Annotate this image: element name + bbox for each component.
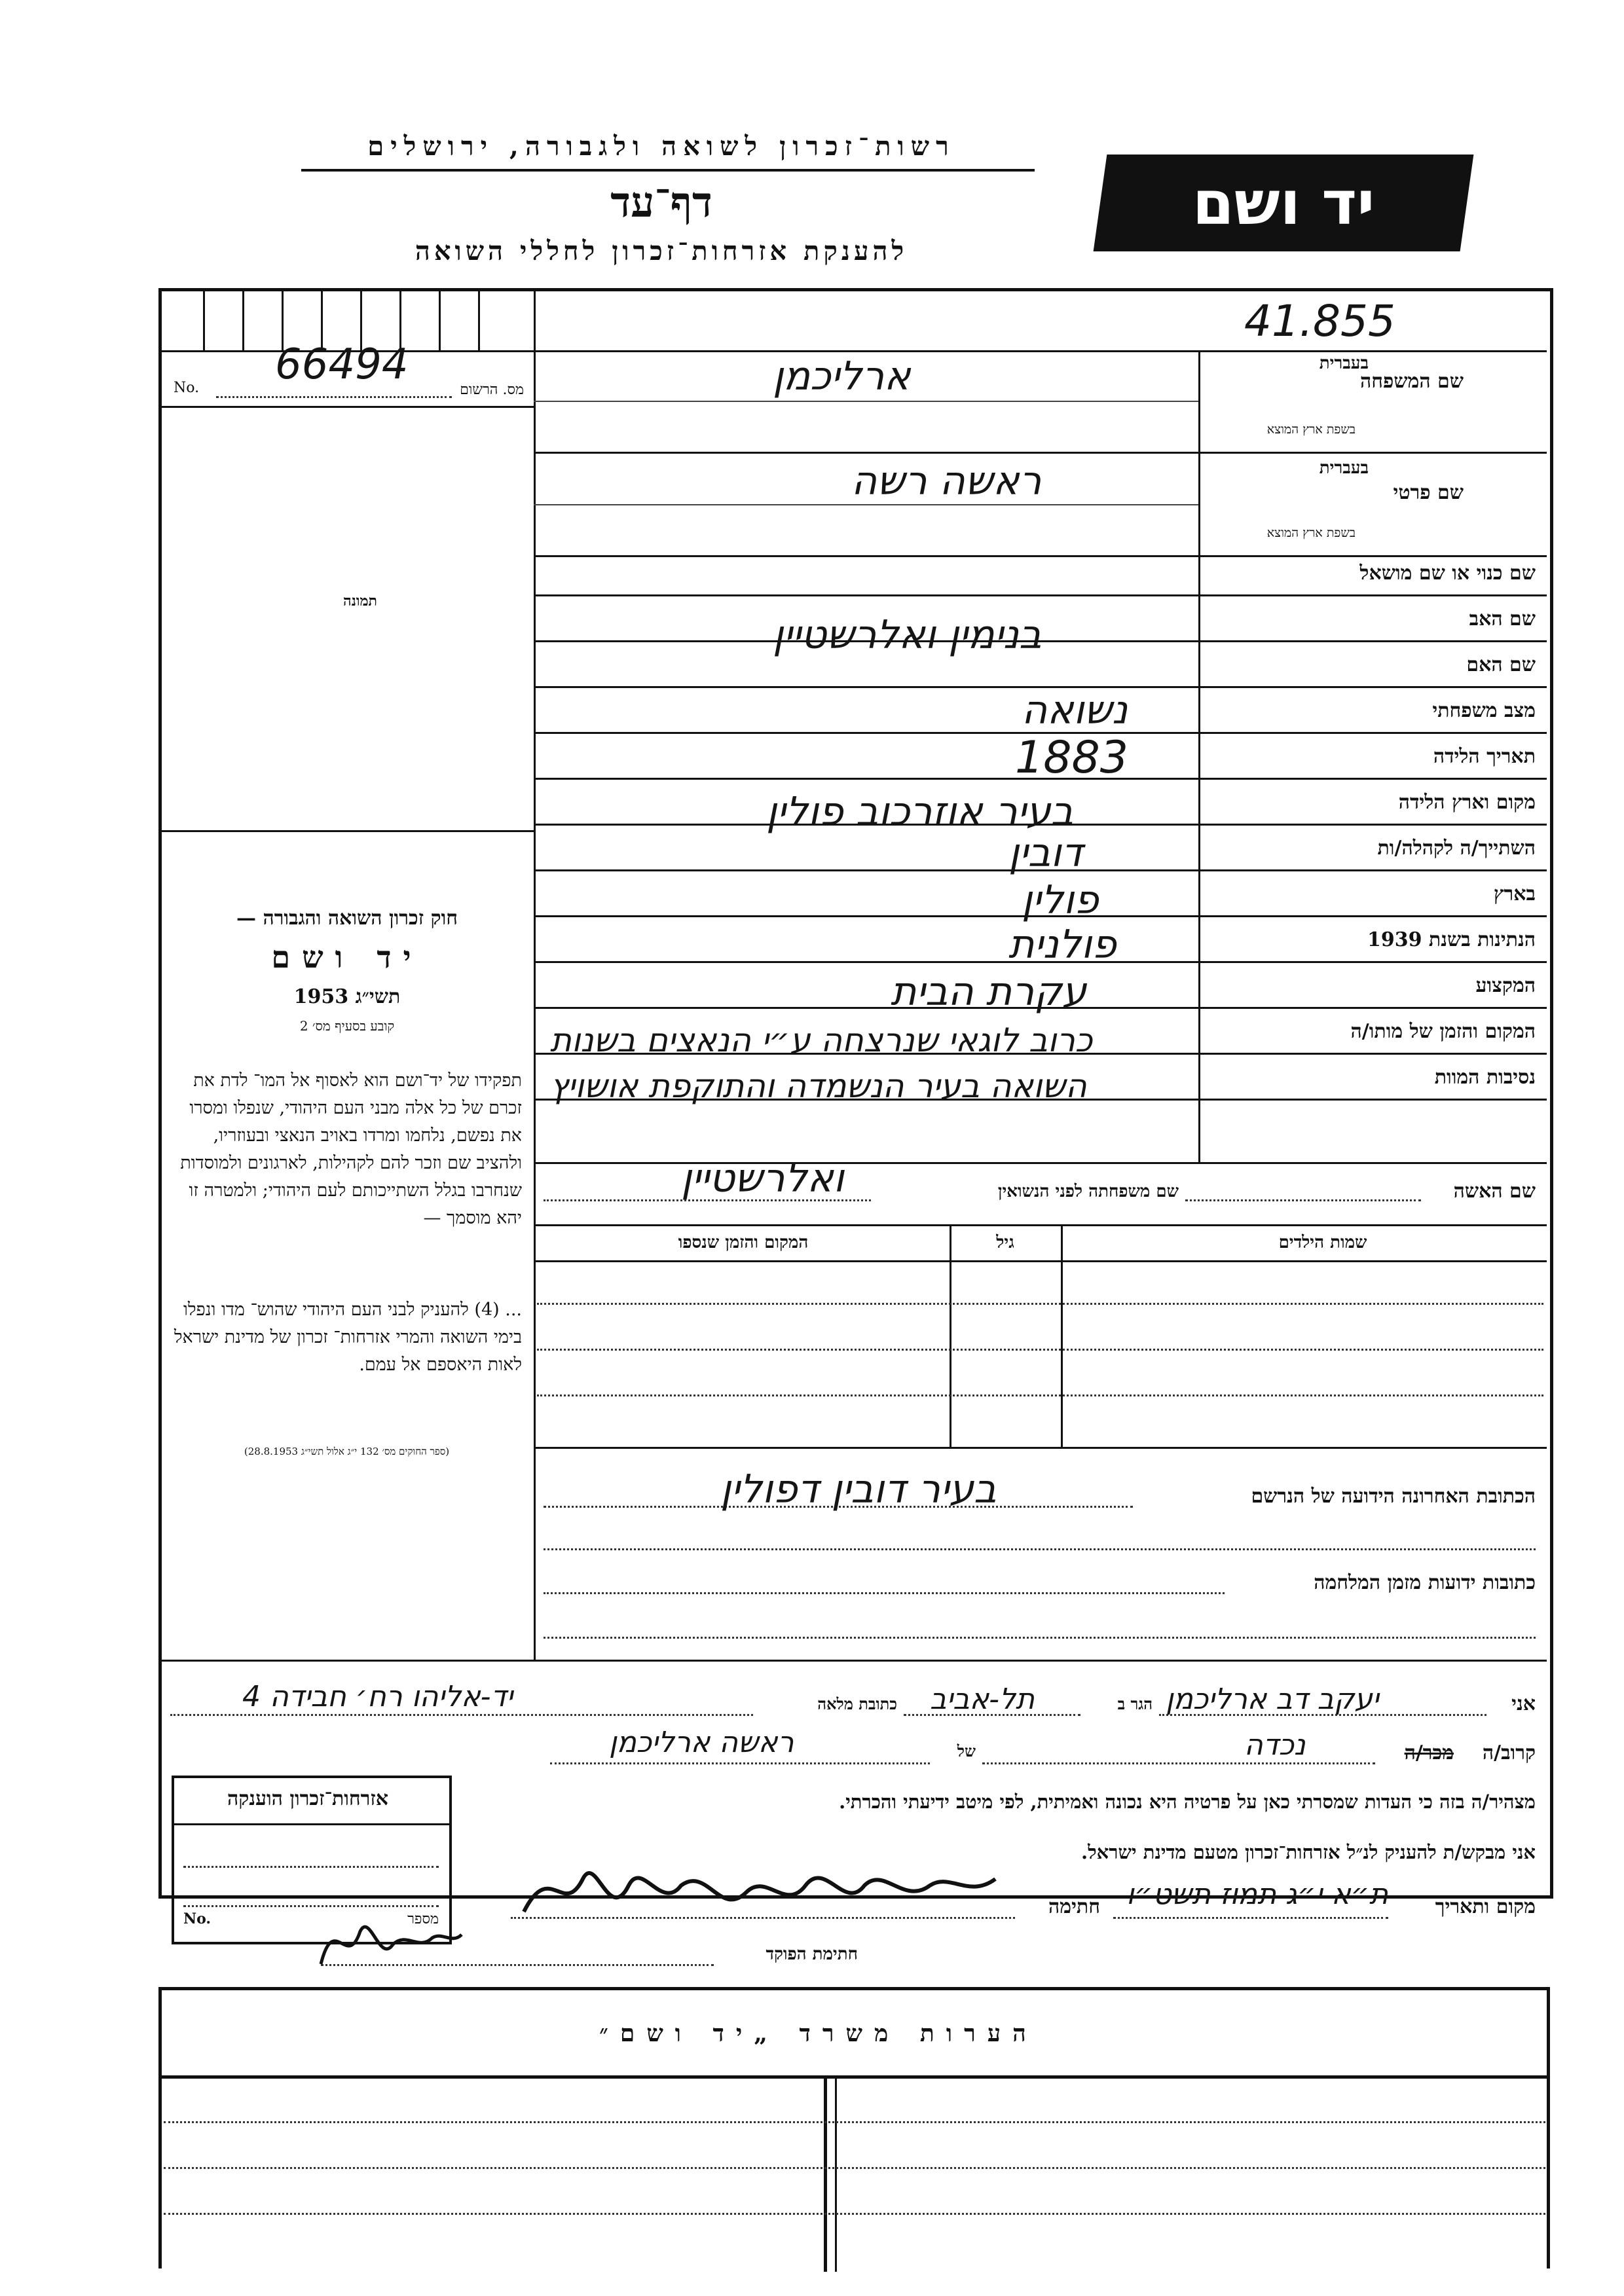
row-subline (534, 401, 1198, 402)
of-label: של (957, 1741, 976, 1760)
children-col-divider (950, 1224, 951, 1447)
place-date-dotline (1113, 1917, 1388, 1919)
authority-underline (301, 169, 1035, 172)
row-line (534, 452, 1547, 454)
birth-place-value: בעיר אוזרכוב פולין (766, 789, 1074, 835)
of-dotline (550, 1762, 930, 1764)
children-place-header: המקום והזמן שנספו (678, 1233, 809, 1252)
children-name-header: שמות הילדים (1278, 1233, 1367, 1252)
children-col-divider (1061, 1224, 1063, 1447)
wife-maiden-label: שם משפחתה לפני הנשואין (997, 1182, 1179, 1201)
family-hebrew-label: בעברית (1319, 354, 1369, 373)
row-line (534, 555, 1547, 557)
country-value: פולין (1022, 877, 1099, 923)
children-age-header: גיל (996, 1233, 1014, 1252)
marital-label: מצב משפחתי (1432, 699, 1536, 722)
row-line (534, 594, 1547, 596)
tick-box (478, 291, 480, 350)
certificate-dotline (183, 1905, 439, 1907)
left-column-divider (534, 291, 536, 1660)
father-value: בנימין ואלרשטיין (773, 612, 1042, 658)
certificate-title: אזרחות־זכרון הוענקה (227, 1787, 389, 1810)
remarks-line (164, 2121, 1545, 2123)
of-value: ראשה ארליכמן (609, 1726, 794, 1759)
certificate-dotline (183, 1866, 439, 1868)
remarks-divider-2 (835, 2075, 837, 2272)
death-place-value: כרוב לוגאי שנרצחה ע״י הנאצים בשנות (550, 1021, 1093, 1059)
certificate-box-line (174, 1823, 449, 1825)
address-full-label: כתובת מלאה (817, 1694, 897, 1713)
profession-label: המקצוע (1475, 974, 1536, 997)
citizenship-value: פולנית (1008, 922, 1116, 968)
yad-vashem-logo-text: יד ושם (1192, 168, 1375, 238)
relation-struck: מכר/ה (1404, 1741, 1454, 1764)
photo-label: תמונה (343, 592, 377, 610)
place-date-value: ת״א י״ג תמוז תשט״ו (1126, 1878, 1388, 1911)
signature-label: חתימה (1048, 1895, 1100, 1918)
address-full-dotline (170, 1714, 753, 1716)
birth-date-value: 1883 (1015, 732, 1129, 784)
children-row (537, 1394, 1543, 1396)
form-title: דף־עד (610, 178, 712, 227)
law-year: תשי״ג 1953 (293, 985, 401, 1008)
community-value: דובין (1008, 830, 1083, 876)
tick-box (203, 291, 205, 350)
death-place-label: המקום והזמן של מותו/ה (1350, 1020, 1536, 1043)
law-clause: קובע בסעיף מס׳ 2 (299, 1018, 395, 1034)
declaration-top-line (162, 1660, 1547, 1662)
reg-label: מס. הרשום (460, 382, 524, 398)
family-native-label: בשפת ארץ המוצא (1266, 422, 1356, 437)
law-title: חוק זכרון השואה והגבורה — (236, 907, 458, 930)
reg-row-line (162, 406, 534, 408)
law-paragraph-1: תפקידו של יד־ושם הוא לאסוף אל המו־ לדת את זכרם של כל אלה מבני העם היהודי, שנפלו ומסרו את נפשם, נלחמו ומרדו באויב הנאצי ובעוזריו, ולהציב שם וזכר להם לקהילות, לארגונים ולמוסדות שנחרבו בגלל השתייכותם לעם היהודי; ולמטרה זו יהא מוסמך — (180, 1070, 522, 1228)
remarks-title: הערות משרד „יד ושם״ (599, 2020, 1038, 2047)
children-header-line (534, 1260, 1547, 1262)
last-address-value: בעיר דובין דפולין (720, 1467, 997, 1512)
remarks-line (164, 2213, 1545, 2215)
law-citation: (ספר החוקים מס׳ 132 י״ג אלול תשי״ג 28.8.1953) (244, 1446, 450, 1457)
declarant-signature (511, 1846, 1015, 1931)
place-date-label: מקום ותאריך (1435, 1895, 1536, 1918)
nickname-label: שם כנוי או שם מושאל (1359, 562, 1536, 585)
children-bottom-line (534, 1447, 1547, 1449)
wartime-address-label: כתובות ידועות מזמן המלחמה (1314, 1571, 1536, 1594)
statement-2: אני מבקש/ת להעניק לנ״ל אזרחות־זכרון מטעם מדינת ישראל. (1081, 1841, 1536, 1863)
children-row (537, 1303, 1543, 1305)
wartime-dotline (544, 1592, 1225, 1594)
row-subline (534, 504, 1198, 505)
birth-date-label: תאריך הלידה (1433, 745, 1536, 768)
remarks-divider (824, 2075, 827, 2272)
certificate-number-label: מספר (407, 1911, 439, 1927)
statement-1: מצהיר/ה בזה כי העדות שמסרתי כאן על פרטיה היא נכונה ואמיתית, לפי מיטב ידיעתי והכרתי. (839, 1791, 1536, 1813)
marital-value: נשואה (1022, 687, 1128, 733)
row-line (534, 1224, 1547, 1226)
law-paragraph-2: ... (4) להעניק לבני העם היהודי שהוש־ מדו ונפלו בימי השואה והמרי אזרחות־ זכרון של מדינת ישראל לאות היאספם אל עמם. (174, 1300, 522, 1375)
resides-value: תל-אביב (930, 1683, 1035, 1716)
mother-label: שם האם (1466, 653, 1536, 676)
father-label: שם האב (1469, 608, 1536, 630)
reg-number: 66494 (275, 340, 409, 389)
profession-value: עקרת הבית (891, 969, 1087, 1015)
first-name-label: שם פרטי (1393, 481, 1464, 504)
last-address-label: הכתובת האחרונה הידועה של הנרשם (1251, 1485, 1536, 1508)
officer-label: חתימת הפוקד (766, 1944, 858, 1964)
citizenship-label: הנתינות בשנת 1939 (1367, 928, 1536, 951)
remarks-top-line (158, 1987, 1550, 1990)
tick-box (439, 291, 441, 350)
birth-place-label: מקום וארץ הלידה (1398, 791, 1536, 814)
relation-value: נכדה (1244, 1728, 1306, 1762)
country-label: בארץ (1493, 883, 1536, 905)
remarks-left-edge (158, 1987, 162, 2269)
file-number: 41.855 (1244, 296, 1395, 346)
wife-dotline (1185, 1199, 1421, 1201)
family-name-label: שם המשפחה (1359, 370, 1464, 393)
tick-box (242, 291, 244, 350)
death-cause-label: נסיבות המוות (1434, 1066, 1536, 1089)
community-label: השתייך/ה לקהלה/ות (1377, 837, 1536, 860)
declarant-name: יעקב דב ארליכמן (1166, 1683, 1379, 1716)
wartime-dotline-2 (544, 1637, 1536, 1639)
photo-bottom-line (162, 830, 534, 832)
address-dotline (544, 1548, 1536, 1550)
form-subtitle: להענקת אזרחות־זכרון לחללי השואה (415, 236, 908, 266)
remarks-right-edge (1547, 1987, 1550, 2269)
first-name-value: ראשה רשה (851, 458, 1042, 504)
authority-name: רשות־זכרון לשואה ולגבורה, ירושלים (367, 131, 955, 162)
children-row (537, 1349, 1543, 1351)
wife-maiden-value: ואלרשטיין (681, 1156, 845, 1201)
reg-dotline (216, 396, 452, 398)
resides-label: הגר ב (1117, 1694, 1153, 1713)
death-cause-value: השואה בעיר הנשמדה והתוקפת אושויץ (550, 1067, 1087, 1105)
wife-label: שם האשה (1453, 1180, 1536, 1203)
remarks-header-line (158, 2075, 1550, 2079)
first-native-label: בשפת ארץ המוצא (1266, 526, 1356, 540)
address-full-value: יד-אליהו רח׳ חבידה 4 (242, 1680, 513, 1713)
reg-no-label: No. (174, 380, 200, 396)
relation-dotline (982, 1762, 1375, 1764)
law-name: יד ושם (271, 939, 423, 975)
file-row-line (534, 350, 1547, 352)
first-hebrew-label: בעברית (1319, 458, 1369, 478)
label-column-divider (1198, 350, 1200, 1162)
relation-label: קרוב/ה (1482, 1741, 1536, 1764)
certificate-no-label: No. (183, 1910, 212, 1927)
family-name-value: ארליכמן (773, 354, 911, 399)
remarks-line (164, 2167, 1545, 2169)
declarant-i-label: אני (1511, 1692, 1536, 1715)
